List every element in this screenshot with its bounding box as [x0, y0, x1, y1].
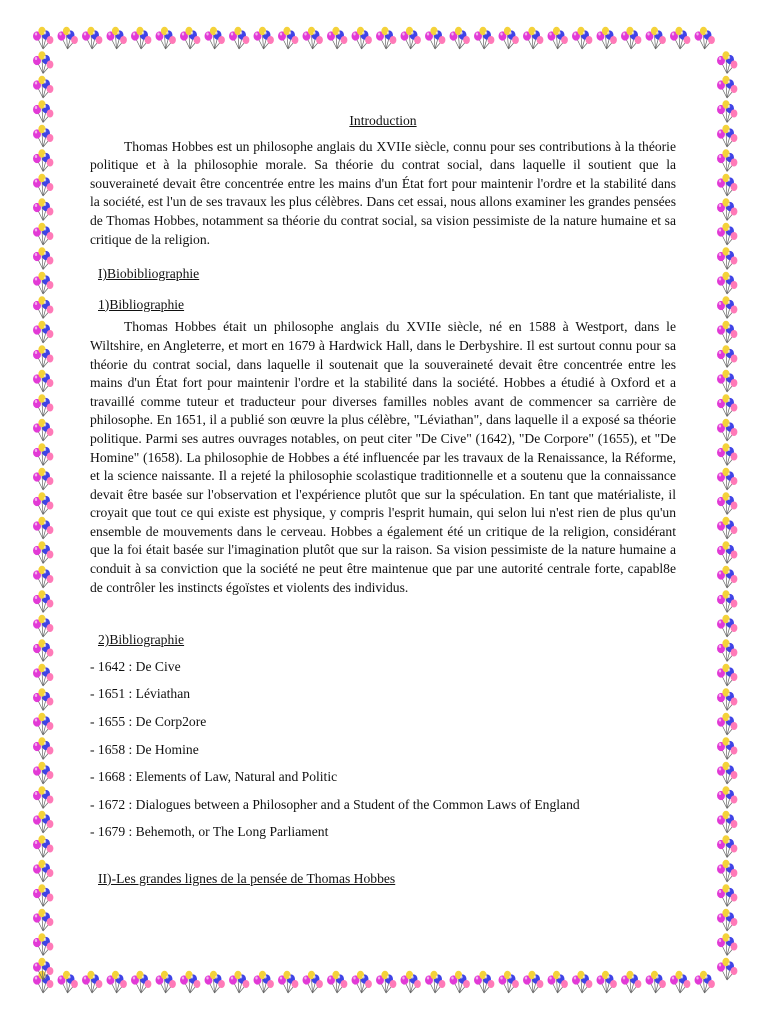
balloon-bunch-icon [717, 688, 737, 710]
balloon-bunch-icon [717, 272, 737, 294]
balloon-bunch-icon [717, 394, 737, 416]
balloon-bunch-icon [499, 27, 519, 49]
balloon-bunch-icon [450, 27, 470, 49]
section1-sub2-heading: 2)Bibliographie [98, 632, 185, 648]
list-item: - 1672 : Dialogues between a Philosopher and a Student of the Common Laws of England [90, 796, 580, 812]
balloon-bunch-icon [717, 149, 737, 171]
section1-sub1-heading: 1)Bibliographie [98, 296, 185, 312]
balloon-bunch-icon [717, 174, 737, 196]
balloon-bunch-icon [254, 971, 274, 993]
balloon-bunch-icon [131, 971, 151, 993]
balloon-bunch-icon [401, 27, 421, 49]
balloon-bunch-icon [717, 566, 737, 588]
balloon-bunch-icon [33, 394, 53, 416]
balloon-bunch-icon [717, 296, 737, 318]
balloon-bunch-icon [717, 468, 737, 490]
list-item: - 1658 : De Homine [90, 741, 199, 757]
balloon-bunch-icon [33, 223, 53, 245]
balloon-bunch-icon [670, 27, 690, 49]
balloon-bunch-icon [33, 860, 53, 882]
balloon-bunch-icon [717, 639, 737, 661]
balloon-bunch-icon [717, 615, 737, 637]
balloon-bunch-icon [33, 370, 53, 392]
balloon-bunch-icon [717, 492, 737, 514]
balloon-bunch-icon [33, 737, 53, 759]
balloon-bunch-icon [107, 971, 127, 993]
balloon-bunch-icon [33, 149, 53, 171]
balloon-bunch-icon [33, 664, 53, 686]
balloon-bunch-icon [376, 971, 396, 993]
balloon-bunch-icon [180, 27, 200, 49]
balloon-bunch-icon [717, 541, 737, 563]
balloon-bunch-icon [717, 125, 737, 147]
balloon-bunch-icon [401, 971, 421, 993]
balloon-bunch-icon [717, 100, 737, 122]
balloon-bunch-icon [717, 247, 737, 269]
list-item: - 1642 : De Cive [90, 658, 181, 674]
balloon-bunch-icon [229, 27, 249, 49]
balloon-bunch-icon [352, 971, 372, 993]
balloon-bunch-icon [303, 27, 323, 49]
balloon-bunch-icon [523, 27, 543, 49]
balloon-bunch-icon [156, 27, 176, 49]
balloon-bunch-icon [717, 835, 737, 857]
balloon-bunch-icon [425, 971, 445, 993]
balloon-bunch-icon [695, 971, 715, 993]
balloon-bunch-icon [499, 971, 519, 993]
list-item: - 1668 : Elements of Law, Natural and Politic [90, 769, 338, 785]
balloon-bunch-icon [717, 370, 737, 392]
balloon-bunch-icon [352, 27, 372, 49]
balloon-bunch-icon [695, 27, 715, 49]
balloon-bunch-icon [717, 860, 737, 882]
balloon-bunch-icon [327, 971, 347, 993]
balloon-bunch-icon [82, 27, 102, 49]
balloon-bunch-icon [33, 419, 53, 441]
balloon-bunch-icon [646, 971, 666, 993]
list-item: - 1651 : Léviathan [90, 686, 191, 702]
balloon-bunch-icon [33, 76, 53, 98]
balloon-bunch-icon [33, 590, 53, 612]
balloon-bunch-icon [717, 198, 737, 220]
balloon-bunch-icon [717, 223, 737, 245]
balloon-bunch-icon [229, 971, 249, 993]
balloon-bunch-icon [82, 971, 102, 993]
balloon-bunch-icon [450, 971, 470, 993]
balloon-bunch-icon [58, 27, 78, 49]
balloon-bunch-icon [376, 27, 396, 49]
balloon-bunch-icon [58, 971, 78, 993]
balloon-bunch-icon [717, 419, 737, 441]
balloon-bunch-icon [33, 247, 53, 269]
balloon-bunch-icon [717, 345, 737, 367]
balloon-bunch-icon [180, 971, 200, 993]
balloon-bunch-icon [33, 296, 53, 318]
balloon-bunch-icon [597, 27, 617, 49]
balloon-bunch-icon [717, 933, 737, 955]
balloon-bunch-icon [717, 786, 737, 808]
balloon-bunch-icon [33, 321, 53, 343]
balloon-bunch-icon [33, 786, 53, 808]
balloon-bunch-icon [303, 971, 323, 993]
balloon-bunch-icon [33, 492, 53, 514]
balloon-bunch-icon [33, 688, 53, 710]
balloon-bunch-icon [717, 713, 737, 735]
balloon-bunch-icon [205, 27, 225, 49]
balloon-bunch-icon [717, 517, 737, 539]
balloon-bunch-icon [156, 971, 176, 993]
balloon-bunch-icon [278, 971, 298, 993]
balloon-bunch-icon [717, 811, 737, 833]
balloon-bunch-icon [33, 100, 53, 122]
intro-paragraph: Thomas Hobbes est un philosophe anglais du XVIIe siècle, connu pour ses contributions à la théorie politique et à la philosophie morale. Sa théorie du contrat social, dans laquelle il soutient que la souveraineté devait être concentrée entre les mains d'un État fort pour maintenir l'ordre et la stabilité dans la société, est l'un de ses travaux les plus célèbres. Dans cet essai, nous allons examiner les grandes pensées de Thomas Hobbes, notamment sa théorie du contrat social, sa vision pessimiste de la nature humaine et sa critique de la religion. [90, 138, 676, 247]
balloon-bunch-icon [717, 443, 737, 465]
balloon-bunch-icon [548, 27, 568, 49]
balloon-bunch-icon [33, 811, 53, 833]
balloon-bunch-icon [33, 541, 53, 563]
balloon-bunch-icon [33, 198, 53, 220]
balloon-bunch-icon [33, 713, 53, 735]
document-page [90, 112, 676, 893]
balloon-bunch-icon [597, 971, 617, 993]
balloon-bunch-icon [33, 933, 53, 955]
list-item: - 1655 : De Corp2ore [90, 714, 207, 730]
balloon-bunch-icon [670, 971, 690, 993]
balloon-bunch-icon [33, 345, 53, 367]
balloon-bunch-icon [717, 737, 737, 759]
balloon-bunch-icon [33, 762, 53, 784]
balloon-bunch-icon [33, 27, 53, 49]
balloon-bunch-icon [717, 321, 737, 343]
balloon-bunch-icon [548, 971, 568, 993]
balloon-bunch-icon [33, 443, 53, 465]
balloon-bunch-icon [33, 272, 53, 294]
balloon-bunch-icon [33, 566, 53, 588]
bibliography-list [90, 658, 676, 842]
balloon-bunch-icon [717, 762, 737, 784]
document-title: Introduction [349, 113, 417, 128]
balloon-bunch-icon [717, 51, 737, 73]
section2-heading: II)-Les grandes lignes de la pensée de Thomas Hobbes [98, 871, 396, 886]
balloon-bunch-icon [33, 615, 53, 637]
balloon-bunch-icon [33, 51, 53, 73]
balloon-bunch-icon [646, 27, 666, 49]
list-item: - 1679 : Behemoth, or The Long Parliament [90, 824, 329, 840]
balloon-bunch-icon [33, 174, 53, 196]
balloon-bunch-icon [717, 590, 737, 612]
balloon-bunch-icon [621, 971, 641, 993]
section1-heading: I)Biobibliographie [98, 266, 200, 282]
balloon-bunch-icon [327, 27, 347, 49]
balloon-bunch-icon [33, 835, 53, 857]
balloon-bunch-icon [717, 664, 737, 686]
balloon-bunch-icon [107, 27, 127, 49]
balloon-bunch-icon [33, 639, 53, 661]
balloon-bunch-icon [717, 76, 737, 98]
balloon-bunch-icon [33, 517, 53, 539]
balloon-bunch-icon [131, 27, 151, 49]
balloon-bunch-icon [205, 971, 225, 993]
balloon-bunch-icon [523, 971, 543, 993]
balloon-bunch-icon [572, 971, 592, 993]
balloon-bunch-icon [33, 909, 53, 931]
biography-paragraph: Thomas Hobbes était un philosophe anglais du XVIIe siècle, né en 1588 à Westport, dans le Wiltshire, en Angleterre, et mort en 1679 à Hardwick Hall, dans le Derbyshire. Il est surtout connu pour sa théorie du contrat social, dans laquelle il soutenait que la souveraineté devait être concentrée entre les mains d'un État fort pour maintenir l'ordre et la stabilité dans la société. Hobbes a étudié à Oxford et a travaillé comme tuteur et traducteur pour diverses familles nobles avant de commencer sa carrière de philosophe. En 1651, il a publié son œuvre la plus célèbre, "Léviathan", dans laquelle il a exposé sa théorie politique. Parmi ses autres ouvrages notables, on peut citer "De Cive" (1642), "De Corpore" (1655), et "De Homine" (1658). La philosophie de Hobbes a été influencée par les travaux de la Renaissance, la Réforme, et la science naissante. Il a rejeté la philosophie scolastique traditionnelle et a soutenu que la connaissance devait être basée sur l'observation et l'expérience plutôt que sur la spéculation. En tant que matérialiste, il croyait que tout ce qui existe est physique, y compris l'esprit humain, qui selon lui n'est rien de plus qu'un ensemble de mouvements dans le cerveau. Hobbes a également été un critique de la religion, considérant que la foi était basée sur l'imagination plutôt que sur la raison. Sa vision pessimiste de la nature humaine a conduit à sa conviction que la société ne peut être maintenue que par une autorité centrale forte, capabl8e de contrôler les instincts égoïstes et violents des individus. [90, 319, 676, 595]
balloon-bunch-icon [474, 971, 494, 993]
balloon-bunch-icon [572, 27, 592, 49]
balloon-bunch-icon [254, 27, 274, 49]
balloon-bunch-icon [474, 27, 494, 49]
balloon-bunch-icon [621, 27, 641, 49]
balloon-bunch-icon [33, 884, 53, 906]
balloon-bunch-icon [33, 125, 53, 147]
balloon-bunch-icon [717, 884, 737, 906]
balloon-bunch-icon [33, 468, 53, 490]
balloon-bunch-icon [278, 27, 298, 49]
balloon-bunch-icon [425, 27, 445, 49]
balloon-bunch-icon [717, 909, 737, 931]
balloon-bunch-icon [717, 958, 737, 980]
